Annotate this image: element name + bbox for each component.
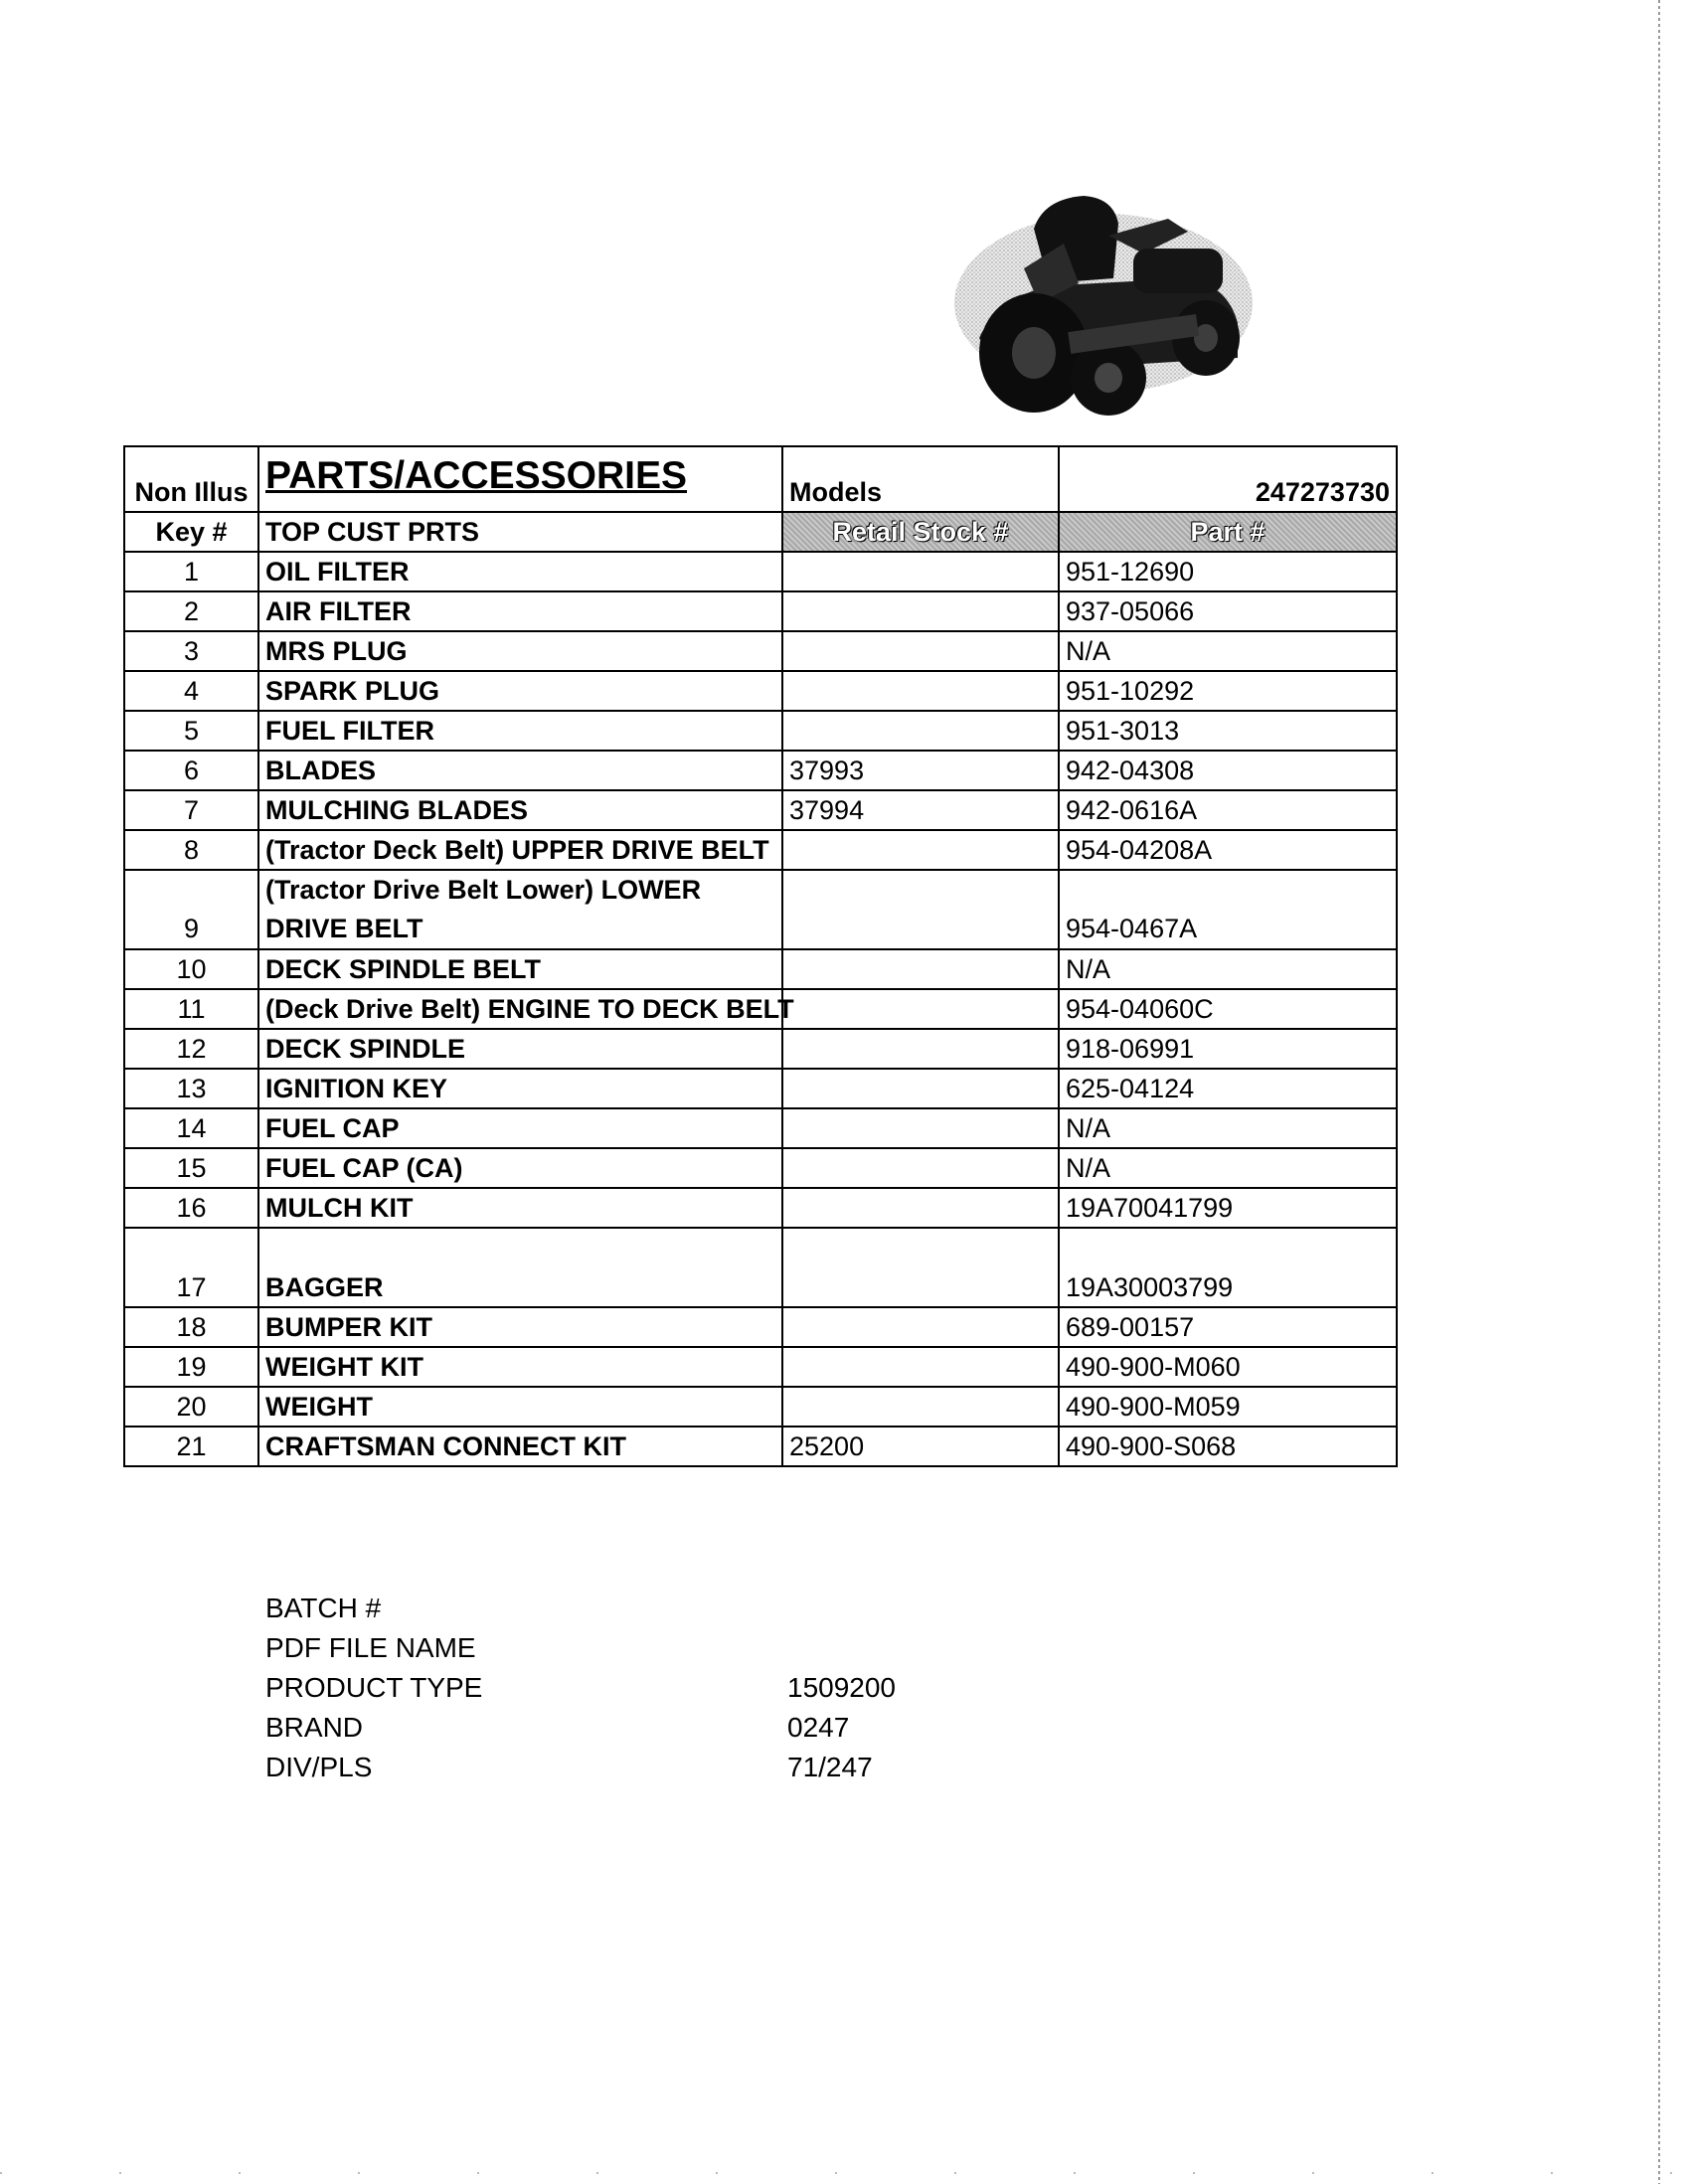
part-number-cell: 942-0616A bbox=[1059, 790, 1397, 830]
batch-row bbox=[265, 1628, 961, 1668]
retail-stock-cell bbox=[782, 1029, 1059, 1069]
key-cell: 7 bbox=[124, 790, 258, 830]
retail-stock-cell bbox=[782, 1069, 1059, 1108]
key-cell: 12 bbox=[124, 1029, 258, 1069]
part-number-cell: N/A bbox=[1059, 631, 1397, 671]
part-number-cell: 942-04308 bbox=[1059, 751, 1397, 790]
retail-stock-cell: 37994 bbox=[782, 790, 1059, 830]
table-row bbox=[124, 1228, 1397, 1307]
table-row bbox=[124, 1108, 1397, 1148]
part-number-cell: 689-00157 bbox=[1059, 1307, 1397, 1347]
key-cell: 16 bbox=[124, 1188, 258, 1228]
description-cell: (Deck Drive Belt) ENGINE TO DECK BELT bbox=[258, 989, 782, 1029]
table-header-row-2 bbox=[124, 512, 1397, 552]
table-row bbox=[124, 870, 1397, 949]
retail-stock-cell bbox=[782, 1108, 1059, 1148]
part-number-cell: 19A30003799 bbox=[1059, 1228, 1397, 1307]
retail-stock-cell bbox=[782, 949, 1059, 989]
table-row bbox=[124, 1029, 1397, 1069]
table-row bbox=[124, 591, 1397, 631]
description-cell: DECK SPINDLE bbox=[258, 1029, 782, 1069]
key-cell: 21 bbox=[124, 1427, 258, 1466]
part-number-cell: 951-10292 bbox=[1059, 671, 1397, 711]
part-number-cell: N/A bbox=[1059, 1148, 1397, 1188]
key-cell: 20 bbox=[124, 1387, 258, 1427]
description-cell: FUEL FILTER bbox=[258, 711, 782, 751]
riding-mower-icon bbox=[939, 174, 1263, 418]
table-row bbox=[124, 1387, 1397, 1427]
part-number-cell: 918-06991 bbox=[1059, 1029, 1397, 1069]
description-cell: MRS PLUG bbox=[258, 631, 782, 671]
table-row bbox=[124, 1148, 1397, 1188]
part-number-cell: 19A70041799 bbox=[1059, 1188, 1397, 1228]
retail-stock-cell bbox=[782, 671, 1059, 711]
table-row bbox=[124, 1307, 1397, 1347]
section-label: TOP CUST PRTS bbox=[258, 512, 782, 552]
part-number-cell: 951-3013 bbox=[1059, 711, 1397, 751]
key-cell: 17 bbox=[124, 1228, 258, 1307]
table-row bbox=[124, 1188, 1397, 1228]
table-row bbox=[124, 552, 1397, 591]
model-number: 247273730 bbox=[1059, 446, 1397, 512]
batch-row bbox=[265, 1748, 961, 1787]
retail-stock-cell: 25200 bbox=[782, 1427, 1059, 1466]
description-cell: OIL FILTER bbox=[258, 552, 782, 591]
description-cell: (Tractor Deck Belt) UPPER DRIVE BELT bbox=[258, 830, 782, 870]
table-row bbox=[124, 830, 1397, 870]
retail-stock-cell bbox=[782, 631, 1059, 671]
batch-label: PDF FILE NAME bbox=[265, 1632, 476, 1663]
description-cell: BUMPER KIT bbox=[258, 1307, 782, 1347]
key-cell: 11 bbox=[124, 989, 258, 1029]
key-cell: 13 bbox=[124, 1069, 258, 1108]
key-cell: 10 bbox=[124, 949, 258, 989]
key-cell: 1 bbox=[124, 552, 258, 591]
batch-row bbox=[265, 1589, 961, 1628]
table-row bbox=[124, 1347, 1397, 1387]
description-cell: WEIGHT KIT bbox=[258, 1347, 782, 1387]
part-number-cell: 490-900-M060 bbox=[1059, 1347, 1397, 1387]
key-cell: 4 bbox=[124, 671, 258, 711]
key-cell: 5 bbox=[124, 711, 258, 751]
non-illus-header: Non Illus bbox=[124, 446, 258, 512]
description-cell: (Tractor Drive Belt Lower) LOWER DRIVE BELT bbox=[258, 870, 782, 949]
retail-stock-cell bbox=[782, 870, 1059, 949]
table-row bbox=[124, 1069, 1397, 1108]
retail-stock-cell bbox=[782, 830, 1059, 870]
table-row bbox=[124, 751, 1397, 790]
description-cell: WEIGHT bbox=[258, 1387, 782, 1427]
retail-stock-cell bbox=[782, 591, 1059, 631]
batch-label: PRODUCT TYPE bbox=[265, 1672, 483, 1703]
part-number-cell: N/A bbox=[1059, 1108, 1397, 1148]
table-row bbox=[124, 671, 1397, 711]
batch-value: 0247 bbox=[787, 1712, 850, 1743]
description-cell: BAGGER bbox=[258, 1228, 782, 1307]
key-cell: 3 bbox=[124, 631, 258, 671]
part-number-cell: 954-04208A bbox=[1059, 830, 1397, 870]
description-cell: SPARK PLUG bbox=[258, 671, 782, 711]
key-cell: 8 bbox=[124, 830, 258, 870]
key-cell: 6 bbox=[124, 751, 258, 790]
retail-stock-cell bbox=[782, 552, 1059, 591]
models-label: Models bbox=[782, 446, 1059, 512]
description-cell: IGNITION KEY bbox=[258, 1069, 782, 1108]
table-header-row-1 bbox=[124, 446, 1397, 512]
part-number-cell: 625-04124 bbox=[1059, 1069, 1397, 1108]
batch-info bbox=[265, 1589, 961, 1787]
parts-table bbox=[123, 445, 1398, 1467]
batch-value: 1509200 bbox=[787, 1672, 897, 1703]
description-cell: DECK SPINDLE BELT bbox=[258, 949, 782, 989]
retail-stock-cell bbox=[782, 711, 1059, 751]
retail-stock-cell bbox=[782, 1188, 1059, 1228]
table-row bbox=[124, 790, 1397, 830]
batch-label: DIV/PLS bbox=[265, 1752, 373, 1782]
batch-value: 71/247 bbox=[787, 1752, 873, 1782]
riding-mower-image bbox=[939, 174, 1263, 418]
batch-row bbox=[265, 1668, 961, 1708]
retail-stock-cell bbox=[782, 1307, 1059, 1347]
scan-edge-line bbox=[1658, 0, 1660, 2184]
table-row bbox=[124, 711, 1397, 751]
page-title: PARTS/ACCESSORIES bbox=[258, 446, 782, 512]
key-cell: 18 bbox=[124, 1307, 258, 1347]
description-cell: CRAFTSMAN CONNECT KIT bbox=[258, 1427, 782, 1466]
part-number-header: Part # bbox=[1059, 512, 1397, 552]
retail-stock-cell bbox=[782, 1228, 1059, 1307]
key-cell: 2 bbox=[124, 591, 258, 631]
description-cell: MULCHING BLADES bbox=[258, 790, 782, 830]
scan-bottom-dots bbox=[0, 2172, 1688, 2174]
batch-row bbox=[265, 1708, 961, 1748]
part-number-cell: 490-900-M059 bbox=[1059, 1387, 1397, 1427]
retail-stock-header: Retail Stock # bbox=[782, 512, 1059, 552]
batch-label: BRAND bbox=[265, 1712, 364, 1743]
part-number-cell: 951-12690 bbox=[1059, 552, 1397, 591]
key-cell: 19 bbox=[124, 1347, 258, 1387]
key-header: Key # bbox=[124, 512, 258, 552]
description-cell: FUEL CAP (CA) bbox=[258, 1148, 782, 1188]
description-cell: FUEL CAP bbox=[258, 1108, 782, 1148]
retail-stock-cell: 37993 bbox=[782, 751, 1059, 790]
part-number-cell: 954-0467A bbox=[1059, 870, 1397, 949]
key-cell: 9 bbox=[124, 870, 258, 949]
description-cell: BLADES bbox=[258, 751, 782, 790]
table-row bbox=[124, 1427, 1397, 1466]
table-row bbox=[124, 989, 1397, 1029]
part-number-cell: 937-05066 bbox=[1059, 591, 1397, 631]
description-cell: MULCH KIT bbox=[258, 1188, 782, 1228]
description-cell: AIR FILTER bbox=[258, 591, 782, 631]
retail-stock-cell bbox=[782, 1387, 1059, 1427]
key-cell: 15 bbox=[124, 1148, 258, 1188]
retail-stock-cell bbox=[782, 989, 1059, 1029]
retail-stock-cell bbox=[782, 1347, 1059, 1387]
part-number-cell: 490-900-S068 bbox=[1059, 1427, 1397, 1466]
table-row bbox=[124, 631, 1397, 671]
batch-label: BATCH # bbox=[265, 1593, 382, 1623]
key-cell: 14 bbox=[124, 1108, 258, 1148]
table-row bbox=[124, 949, 1397, 989]
retail-stock-cell bbox=[782, 1148, 1059, 1188]
part-number-cell: N/A bbox=[1059, 949, 1397, 989]
part-number-cell: 954-04060C bbox=[1059, 989, 1397, 1029]
